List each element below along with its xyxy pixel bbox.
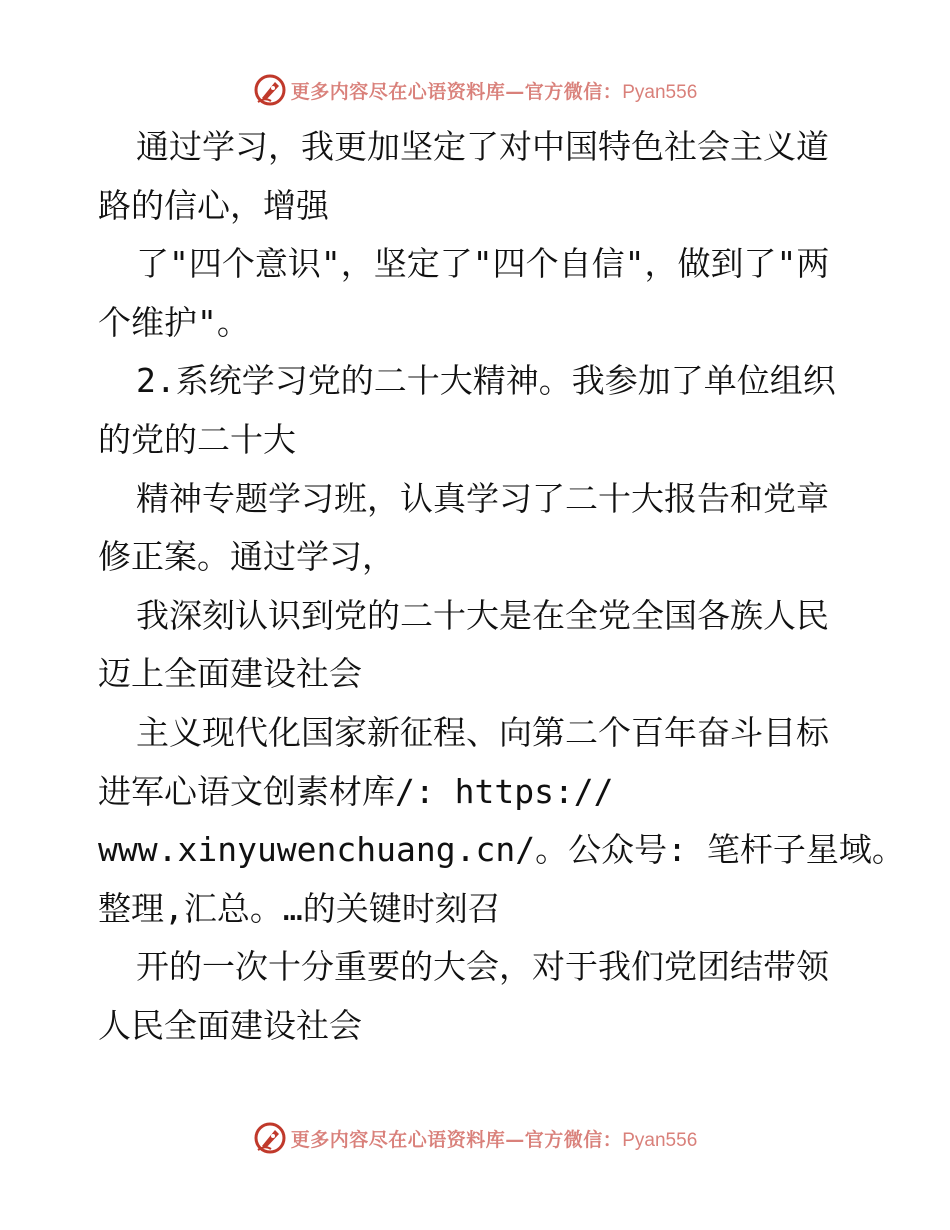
body-line: 进军心语文创素材库/: https://	[98, 771, 614, 811]
body-line: 开的一次十分重要的大会，对于我们党团结带领	[136, 947, 829, 987]
body-line: 精神专题学习班，认真学习了二十大报告和党章	[136, 478, 829, 518]
body-line: 我深刻认识到党的二十大是在全党全国各族人民	[136, 595, 829, 635]
body-line: www.xinyuwenchuang.cn/。公众号: 笔杆子星域。	[98, 830, 905, 870]
body-line: 路的信心，增强	[98, 185, 329, 225]
body-line: 修正案。通过学习，	[98, 537, 395, 577]
body-line: 2.系统学习党的二十大精神。我参加了单位组织	[136, 361, 836, 401]
body-line: 了"四个意识"，坚定了"四个自信"，做到了"两	[136, 244, 830, 284]
body-line: 的党的二十大	[98, 419, 296, 459]
header-banner	[0, 70, 950, 110]
body-line: 迈上全面建设社会	[98, 654, 362, 694]
document-body	[98, 118, 905, 1056]
body-line: 通过学习，我更加坚定了对中国特色社会主义道	[136, 127, 829, 166]
body-line: 主义现代化国家新征程、向第二个百年奋斗目标	[136, 712, 829, 752]
footer-banner-text: 更多内容尽在心语资料库—官方微信：Pyan556	[290, 1128, 698, 1151]
body-line: 整理,汇总。…的关键时刻召	[98, 888, 501, 928]
body-line: 人民全面建设社会	[98, 1005, 362, 1045]
fountain-pen-circle-icon	[253, 73, 287, 107]
fountain-pen-circle-icon	[253, 1121, 287, 1155]
body-line: 个维护"。	[98, 302, 250, 342]
header-banner-text: 更多内容尽在心语资料库—官方微信：Pyan556	[290, 80, 698, 103]
footer-banner	[0, 1118, 950, 1158]
